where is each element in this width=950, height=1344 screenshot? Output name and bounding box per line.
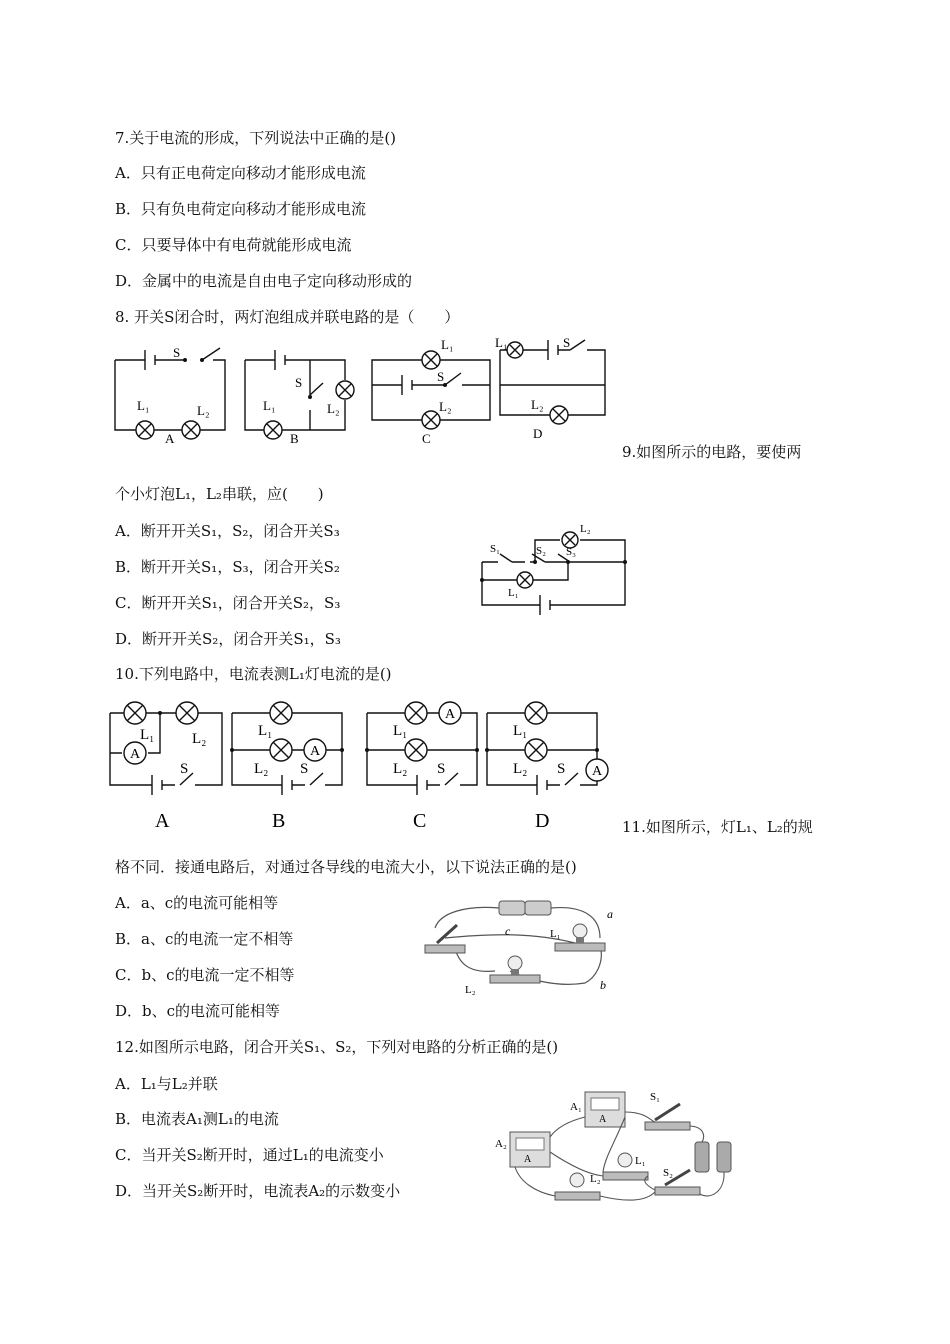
q8-label-b: B [290,431,299,446]
q10-label-d: D [535,810,550,832]
q8-label-s: S [173,345,181,360]
q10-label-s: S [437,761,446,777]
q10-circuit-a [110,702,222,832]
q8-stem: 8. 开关S闭合时，两灯泡组成并联电路的是（ ） [115,308,460,326]
q9-option-d: D．断开开关S₂，闭合开关S₁，S₃ [115,630,341,648]
q12-option-c: C．当开关S₂断开时，通过L₁的电流变小 [115,1146,384,1164]
q10-label-c: C [413,810,427,832]
q10-circuit-c [365,702,479,832]
q12-option-b: B．电流表A₁测L₁的电流 [115,1110,279,1128]
q10-label-a: A [155,810,170,832]
q7-option-d: D．金属中的电流是自由电子定向移动形成的 [115,272,413,290]
q11-label-c: c [505,924,511,938]
q10-label-l1: L₁ [513,723,528,739]
q10-label-l2: L₂ [393,761,408,777]
q8-label-a: A [165,431,175,446]
q8-label-l1: L₁ [263,398,276,413]
q8-circuit-d [495,335,605,441]
q11-stem-part2: 格不同．接通电路后，对通过各导线的电流大小，以下说法正确的是() [115,858,577,876]
q10-meter-d: A [592,764,603,779]
q9-label-s1: S₁ [490,543,500,555]
q10-meter-c: A [445,707,456,722]
q10-label-b: B [272,810,286,832]
q10-label-s: S [300,761,309,777]
q10-label-l1: L₁ [140,727,155,743]
q11-label-a: a [607,907,613,921]
q8-label-l2: L₂ [327,401,340,416]
q11-stem-part1: 11.如图所示，灯L₁、L₂的规 [622,818,813,836]
q10-label-s: S [557,761,566,777]
q10-stem: 10.下列电路中，电流表测L₁灯电流的是() [115,665,392,683]
q12-label-s2: S₂ [663,1167,673,1179]
q9-label-s3: S₃ [566,546,576,558]
q8-label-d: D [533,426,543,441]
q8-label-l1: L₁ [441,337,454,352]
q11-option-d: D．b、c的电流可能相等 [115,1002,281,1020]
q12-label-a2: A₂ [495,1138,507,1150]
q8-circuit-a [115,345,225,446]
q10-label-l1: L₁ [258,723,273,739]
q12-label-a1: A₁ [570,1101,582,1113]
q12-label-l2: L₂ [590,1173,601,1185]
q10-circuit-b [230,702,344,832]
q8-label-l1: L₁ [495,335,508,350]
q8-label-s: S [437,369,445,384]
q9-label-l2: L₂ [580,523,591,535]
q8-label-s: S [295,375,303,390]
q10-circuit-figure [100,695,620,835]
q12-option-d: D．当开关S₂断开时，电流表A₂的示数变小 [115,1182,401,1200]
q9-circuit-figure [470,520,640,620]
q11-option-c: C．b、c的电流一定不相等 [115,966,295,984]
q10-label-l1: L₁ [393,723,408,739]
q8-label-l1: L₁ [137,398,150,413]
q8-label-l2: L₂ [439,399,452,414]
q10-circuit-d [485,702,608,832]
q9-option-b: B．断开开关S₁，S₃，闭合开关S₂ [115,558,340,576]
q10-meter-b: A [310,744,321,759]
q9-option-c: C．断开开关S₁，闭合开关S₂，S₃ [115,594,341,612]
q11-apparatus-figure [415,893,625,998]
q9-stem-part2: 个小灯泡L₁，L₂串联，应( ) [115,485,324,503]
q11-option-b: B．a、c的电流一定不相等 [115,930,294,948]
q7-stem: 7.关于电流的形成，下列说法中正确的是() [115,129,397,147]
q10-label-s: S [180,761,189,777]
q12-label-s1: S₁ [650,1091,660,1103]
q12-option-a: A．L₁与L₂并联 [115,1075,218,1093]
q12-stem: 12.如图所示电路，闭合开关S₁、S₂，下列对电路的分析正确的是() [115,1038,559,1056]
q9-label-s2: S₂ [536,545,546,557]
q9-label-l1: L₁ [508,587,519,599]
q7-option-a: A．只有正电荷定向移动才能形成电流 [115,164,366,182]
q12-apparatus-figure [495,1082,745,1212]
q8-label-l2: L₂ [531,397,544,412]
q10-label-l2: L₂ [192,731,207,747]
q11-label-l2: L₂ [465,984,476,996]
q9-option-a: A．断开开关S₁，S₂，闭合开关S₃ [115,522,340,540]
q12-meter-a2: A [524,1154,532,1165]
q11-option-a: A．a、c的电流可能相等 [115,894,279,912]
q10-label-l2: L₂ [254,761,269,777]
q11-label-l1: L₁ [550,928,561,940]
q8-label-s: S [563,335,571,350]
q11-label-b: b [600,978,606,992]
q9-stem-part1: 9.如图所示的电路，要使两 [622,443,802,461]
q12-meter-a1: A [599,1114,607,1125]
q8-circuit-figure [105,335,625,450]
q8-circuit-c [372,337,490,446]
q7-option-b: B．只有负电荷定向移动才能形成电流 [115,200,367,218]
q8-label-l2: L₂ [197,403,210,418]
q12-label-l1: L₁ [635,1155,646,1167]
q7-option-c: C．只要导体中有电荷就能形成电流 [115,236,352,254]
q10-meter-a: A [130,747,141,762]
q8-circuit-b [245,350,354,446]
q10-label-l2: L₂ [513,761,528,777]
q8-label-c: C [422,431,431,446]
